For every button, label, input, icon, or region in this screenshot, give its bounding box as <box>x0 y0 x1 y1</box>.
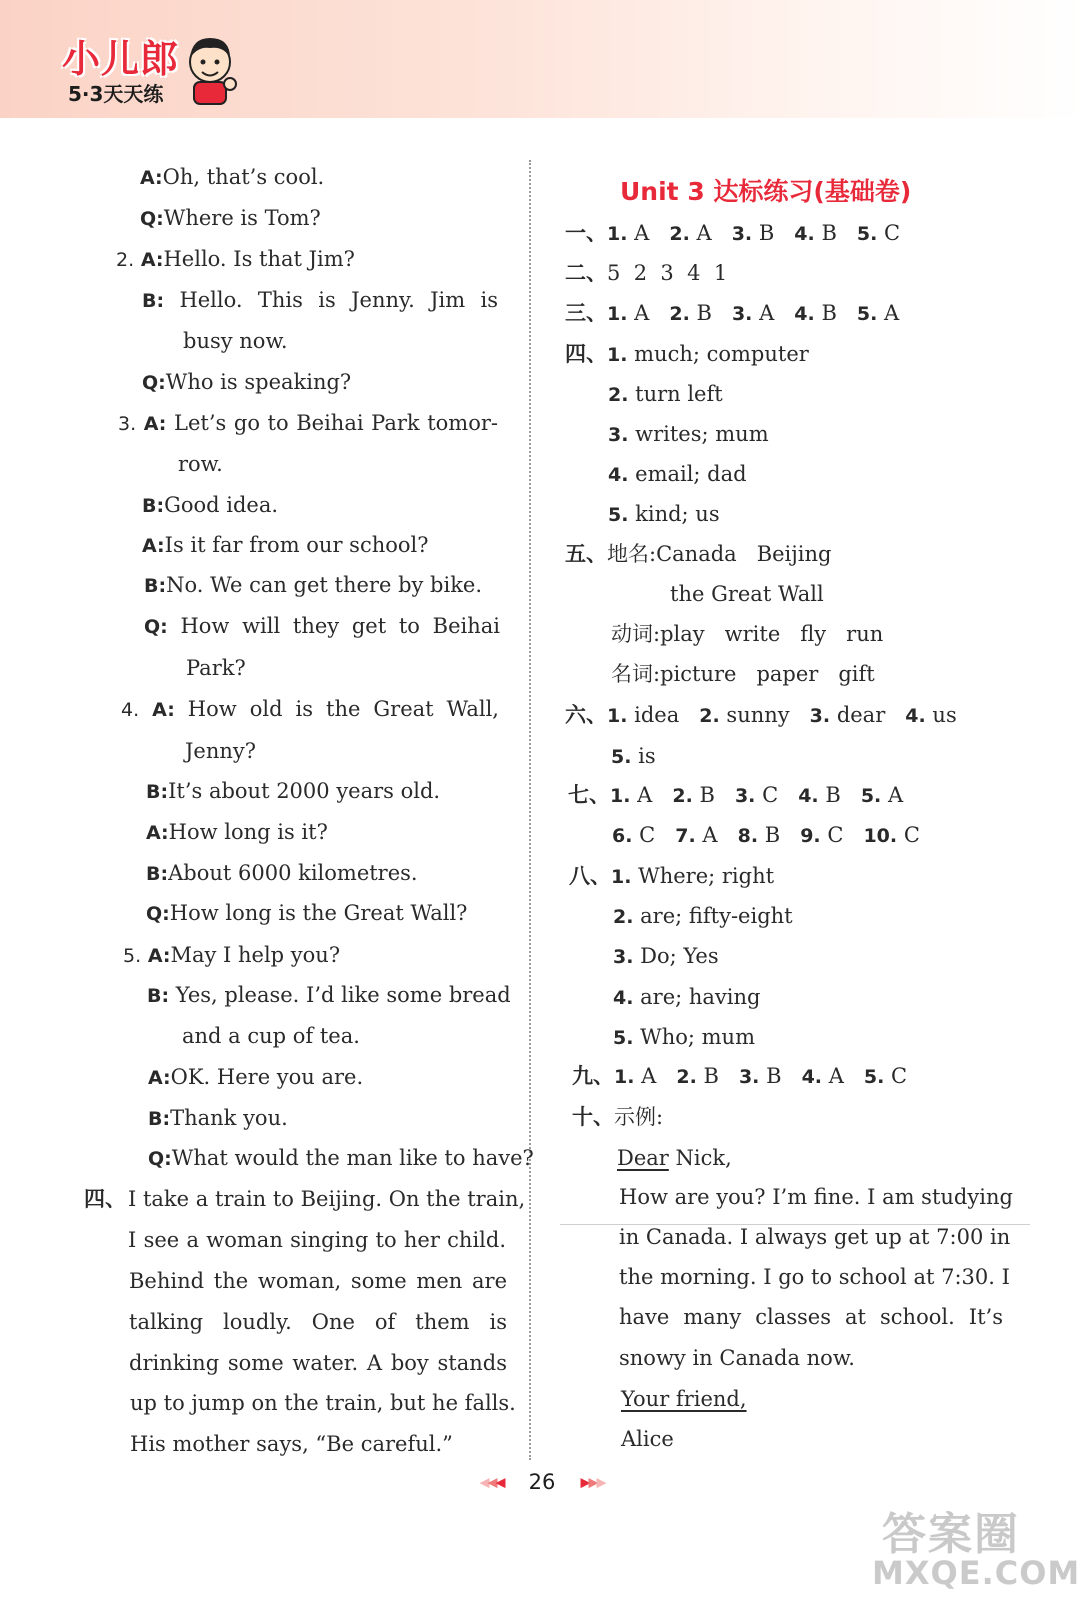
answer-row-1: 一、1. A 2. A 3. B 4. B 5. C <box>565 221 901 245</box>
dialogue-line: B:About 6000 kilometres. <box>146 861 418 885</box>
dialogue-line: and a cup of tea. <box>182 1024 360 1048</box>
section-4-label: 四、 <box>84 1187 126 1211</box>
passage-line: talking loudly. One of them is <box>129 1310 507 1334</box>
dialogue-line: Jenny? <box>185 739 257 763</box>
answer-item: 3. writes; mum <box>608 422 769 446</box>
answer-row-4: 四、1. much; computer <box>565 342 809 366</box>
passage-line: I take a train to Beijing. On the train, <box>128 1187 526 1211</box>
letter-greeting: Dear Nick, <box>617 1146 732 1170</box>
answer-item: 6. C 7. A 8. B 9. C 10. C <box>612 823 920 847</box>
dialogue-line: 4. A: How old is the Great Wall, <box>121 697 499 721</box>
dialogue-line: Q:How long is the Great Wall? <box>146 901 468 925</box>
page-footer <box>0 1470 1084 1500</box>
letter-line: have many classes at school. It’s <box>619 1305 1003 1329</box>
answer-item: 3. Do; Yes <box>613 944 719 968</box>
dialogue-line: busy now. <box>183 329 288 353</box>
dialogue-line: 3. A: Let’s go to Beihai Park tomor- <box>118 411 499 435</box>
dialogue-line: row. <box>178 452 223 476</box>
answer-item: 4. email; dad <box>608 462 747 486</box>
dialogue-line: B:Thank you. <box>148 1106 288 1130</box>
brand-logo <box>62 28 242 112</box>
unit-title: Unit 3 达标练习(基础卷) <box>620 177 912 206</box>
passage-line: His mother says, “Be careful.” <box>130 1432 453 1456</box>
answer-row-6: 六、1. idea 2. sunny 3. dear 4. us <box>565 703 957 727</box>
dialogue-line: 2. A:Hello. Is that Jim? <box>116 247 355 271</box>
dialogue-line: B:No. We can get there by bike. <box>144 573 483 597</box>
answer-row-10: 十、示例: <box>572 1105 664 1129</box>
answer-row-9: 九、1. A 2. B 3. B 4. A 5. C <box>572 1064 908 1088</box>
dialogue-line: Q: How will they get to Beihai <box>144 614 500 638</box>
triple-right-arrow-icon: ▶▶▶ <box>580 1475 605 1491</box>
rule-line <box>560 1224 1030 1225</box>
brand-title: 小儿郎 <box>62 37 180 81</box>
answer-item: 2. are; fifty-eight <box>613 904 793 928</box>
dialogue-line: A:OK. Here you are. <box>148 1065 364 1089</box>
triple-left-arrow-icon: ◀◀◀ <box>479 1475 504 1491</box>
dialogue-line: Q:What would the man like to have? <box>148 1146 534 1170</box>
dialogue-line: Q:Who is speaking? <box>142 370 352 394</box>
dialogue-line: A:Is it far from our school? <box>142 533 429 557</box>
answer-row-8: 八、1. Where; right <box>569 864 775 888</box>
passage-line: Behind the woman, some men are <box>129 1269 507 1293</box>
column-divider <box>529 160 531 1460</box>
dialogue-line: Park? <box>186 656 246 680</box>
passage-line: I see a woman singing to her child. <box>128 1228 506 1252</box>
dialogue-line: A:Oh, that’s cool. <box>140 165 325 189</box>
watermark: 答案圈 MXQE.COM <box>872 1509 1081 1592</box>
dialogue-line: B: Yes, please. I’d like some bread <box>147 983 511 1007</box>
answer-item: 2. turn left <box>608 382 723 406</box>
boy-thumbs-up-icon <box>180 32 240 106</box>
answer-item: 名词:picture paper gift <box>611 662 875 686</box>
dialogue-line: B: Hello. This is Jenny. Jim is <box>142 288 498 312</box>
letter-closing: Your friend, <box>621 1387 747 1411</box>
letter-line: in Canada. I always get up at 7:00 in <box>619 1225 1011 1249</box>
dialogue-line: A:How long is it? <box>146 820 328 844</box>
letter-line: the morning. I go to school at 7:30. I <box>619 1265 1010 1289</box>
answer-item: 4. are; having <box>613 985 761 1009</box>
dialogue-line: B:Good idea. <box>142 493 279 517</box>
answer-row-2: 二、5 2 3 4 1 <box>565 261 728 285</box>
answer-item: 5. kind; us <box>608 502 720 526</box>
answer-row-5: 五、地名:Canada Beijing <box>565 542 832 566</box>
answer-item: 动词:play write fly run <box>611 622 884 646</box>
letter-signature: Alice <box>621 1427 674 1451</box>
answer-item: 5. Who; mum <box>613 1025 755 1049</box>
letter-line: snowy in Canada now. <box>619 1346 855 1370</box>
page-number: 26 <box>528 1470 556 1494</box>
answer-row-3: 三、1. A 2. B 3. A 4. B 5. A <box>565 301 900 325</box>
brand-subtitle: 5·3天天练 <box>68 82 164 106</box>
passage-line: up to jump on the train, but he falls. <box>130 1391 516 1415</box>
passage-line: drinking some water. A boy stands <box>129 1351 507 1375</box>
dialogue-line: 5. A:May I help you? <box>123 943 341 967</box>
answer-row-7: 七、1. A 2. B 3. C 4. B 5. A <box>568 783 904 807</box>
letter-line: How are you? I’m fine. I am studying <box>619 1185 1013 1209</box>
dialogue-line: B:It’s about 2000 years old. <box>146 779 441 803</box>
answer-item: 5. is <box>611 744 656 768</box>
dialogue-line: Q:Where is Tom? <box>140 206 321 230</box>
answer-item: the Great Wall <box>670 582 824 606</box>
